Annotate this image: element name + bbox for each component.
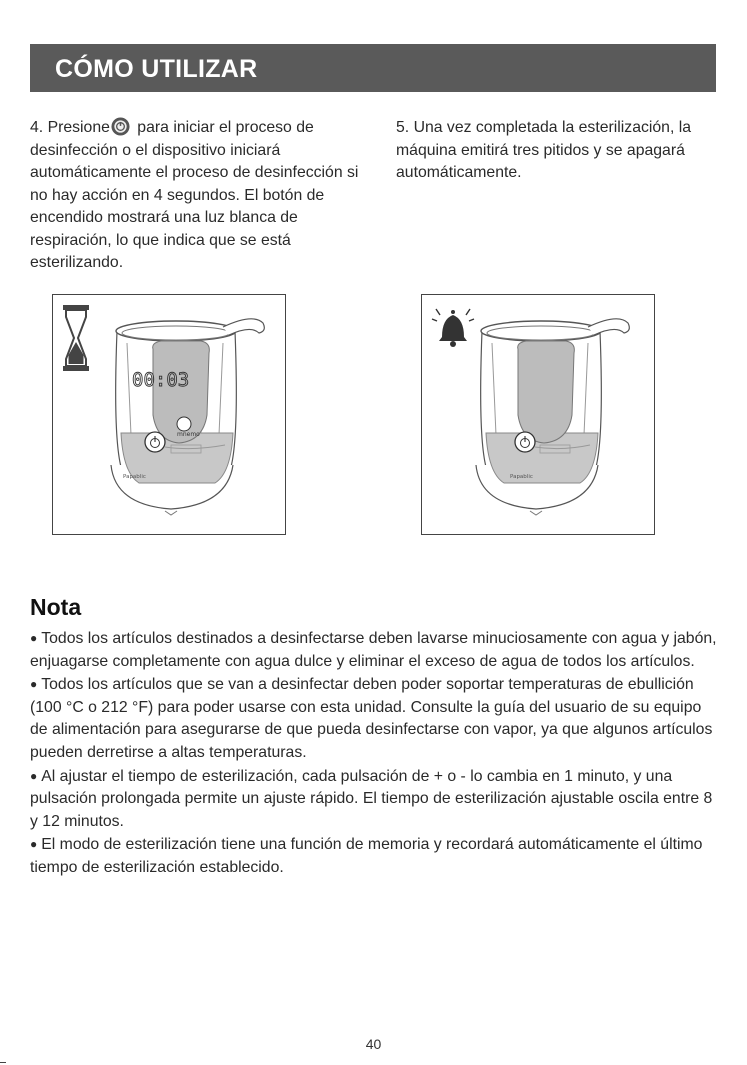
bullet-icon: ● xyxy=(30,677,38,692)
bell-icon xyxy=(432,309,474,347)
timer-display: 00:03 xyxy=(132,369,190,391)
sterilizer-figure-complete xyxy=(421,294,655,535)
step-4-text xyxy=(30,117,370,275)
sterilizer-illustration xyxy=(53,295,287,536)
step-5-text: 5. Una vez completada la esterilización, la máquina emitirá tres pitidos y se apagará automáticamente. xyxy=(396,119,692,181)
brand-label: Papablic xyxy=(510,474,533,480)
bullet-icon: ● xyxy=(30,631,38,645)
page-number: 40 xyxy=(365,1036,382,1052)
power-button-icon xyxy=(111,117,130,136)
sterilizer-figure-running xyxy=(52,294,286,535)
mnemo-label: mnemo xyxy=(177,431,200,438)
bullet-icon: ● xyxy=(30,837,38,852)
note-item: ● El modo de esterilización tiene una función de memoria y recordará automáticamente el último tiempo de esterilización establecido. xyxy=(30,833,720,879)
note-list xyxy=(30,627,720,880)
section-header xyxy=(30,44,716,92)
section-title: CÓMO UTILIZAR xyxy=(55,55,258,83)
divider xyxy=(0,1062,6,1063)
note-item: ● Al ajustar el tiempo de esterilización, cada pulsación de + o - lo cambia en 1 minuto, y una pulsación prolongada permite un ajuste rápido. El tiempo de esterilización ajustable oscila entre 8 y 12 minutos. xyxy=(30,765,720,834)
note-title: Nota xyxy=(30,594,82,620)
sterilizer-illustration xyxy=(422,295,656,536)
power-icon xyxy=(145,432,165,452)
brand-label: Papablic xyxy=(123,474,146,480)
note-item: ● Todos los artículos que se van a desinfectar deben poder soportar temperaturas de ebullición (100 °C o 212 °F) para poder usarse con esta unidad. Consulte la guía del usuario de su equipo de alimentación para asegurarse de que pueda desinfectarse con vapor, ya que algunos artículos pueden derretirse a altas temperaturas. xyxy=(30,673,720,764)
step-4-lead: 4. Presione xyxy=(30,119,110,136)
bullet-icon: ● xyxy=(30,768,38,783)
hourglass-icon xyxy=(63,305,89,371)
step-4-body: para iniciar el proceso de desinfección o el dispositivo iniciará automáticamente el proceso de desinfección si no hay acción en 4 segundos. El botón de encendido mostrará una luz blanca de respiración, lo que indica que se está esterilizando. xyxy=(30,119,359,271)
note-item: ● Todos los artículos destinados a desinfectarse deben lavarse minuciosamente con agua y jabón, enjuagarse completamente con agua dulce y eliminar el exceso de agua de todos los artículos. xyxy=(30,627,720,673)
power-icon xyxy=(515,432,535,452)
